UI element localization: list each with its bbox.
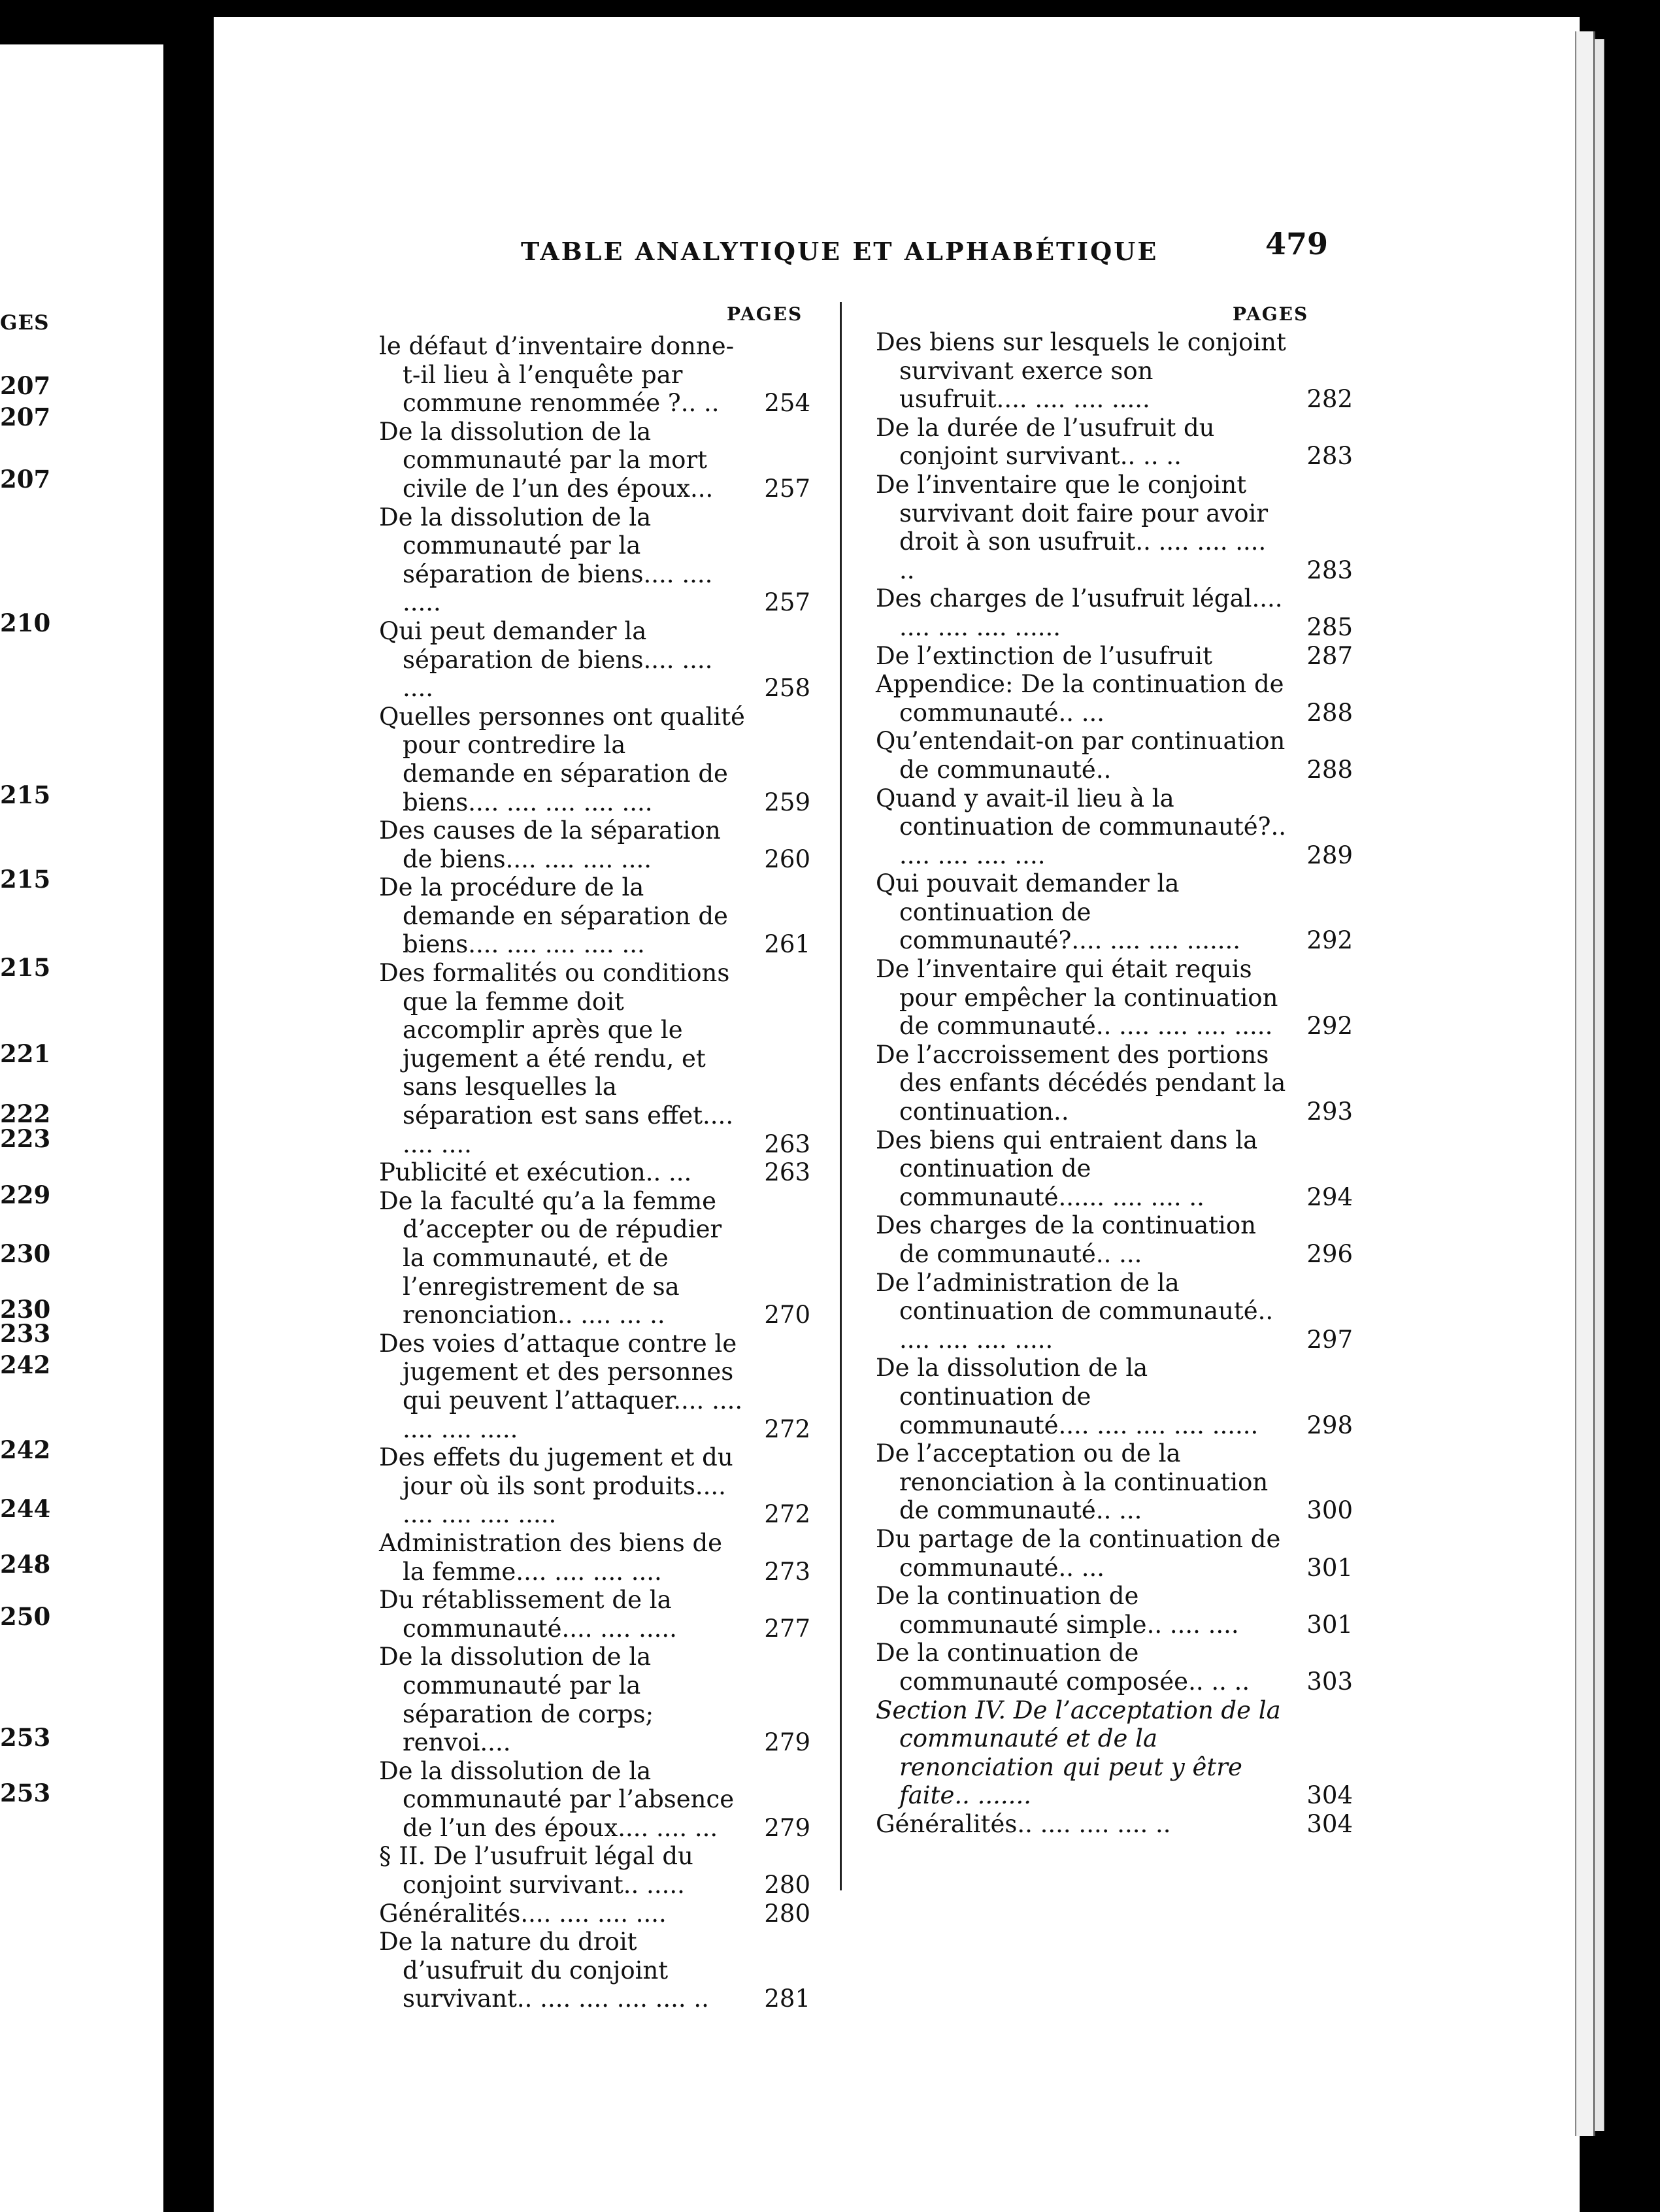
entry-title: Des voies d’attaque contre le jugement et des personnes qui peuvent l’attaquer.... .... .... .... ..... — [379, 1329, 743, 1443]
entry-page-number: 301 — [1306, 1610, 1353, 1639]
entry-title: De l’acceptation ou de la renonciation à la continuation de communauté.. ... — [876, 1439, 1269, 1525]
left-column-pages-heading: PAGES — [727, 303, 803, 325]
facing-page-number: 222 — [0, 1099, 51, 1128]
entry-page-number: 279 — [764, 1813, 810, 1842]
facing-page-number: 215 — [0, 780, 51, 809]
entry-title: Généralités.. .... .... .... .. — [876, 1809, 1171, 1838]
entry-page-number: 273 — [764, 1557, 810, 1586]
index-entry — [379, 873, 810, 959]
facing-page-number: 233 — [0, 1319, 51, 1348]
entry-page-number: 294 — [1306, 1182, 1353, 1211]
index-entry — [876, 328, 1353, 414]
index-entry — [379, 1443, 810, 1529]
facing-page-number: 242 — [0, 1435, 51, 1464]
entry-page-number: 281 — [764, 1985, 810, 2013]
index-entry — [379, 1643, 810, 1756]
entry-page-number: 304 — [1306, 1781, 1353, 1810]
facing-page-number: 248 — [0, 1550, 51, 1579]
index-entry — [379, 959, 810, 1158]
entry-title: Publicité et exécution.. ... — [379, 1158, 692, 1187]
index-entry — [379, 418, 810, 503]
facing-page-number: 244 — [0, 1494, 51, 1523]
facing-page-number: 207 — [0, 403, 51, 431]
entry-title: Appendice: De la continuation de communauté.. ... — [876, 670, 1284, 727]
facing-page-number: 253 — [0, 1779, 51, 1807]
index-entry — [876, 642, 1353, 671]
facing-page-number: 215 — [0, 953, 51, 982]
entry-page-number: 277 — [764, 1614, 810, 1643]
index-entry — [876, 670, 1353, 727]
index-entry — [379, 503, 810, 617]
entry-page-number: 261 — [764, 930, 810, 959]
page-number: 479 — [1265, 226, 1329, 261]
entry-page-number: 259 — [764, 788, 810, 816]
entry-title: Des causes de la séparation de biens.... .... .... .... — [379, 816, 721, 873]
entry-title: De la continuation de communauté composée.. .. .. — [876, 1639, 1250, 1696]
entry-title: Section IV. De l’acceptation de la communauté et de la renonciation qui peut y être faite.. ....... — [876, 1696, 1281, 1810]
entry-title: De la dissolution de la communauté par la séparation de corps; renvoi.... — [379, 1643, 654, 1757]
page-edge — [1575, 31, 1595, 2136]
entry-page-number: 272 — [764, 1415, 810, 1443]
index-entry — [876, 784, 1353, 870]
index-entry — [876, 1269, 1353, 1354]
entry-title: De la procédure de la demande en séparation de biens.... .... .... .... ... — [379, 873, 728, 959]
entry-page-number: 282 — [1306, 385, 1353, 414]
entry-page-number: 263 — [764, 1130, 810, 1158]
entry-page-number: 303 — [1306, 1667, 1353, 1696]
entry-page-number: 260 — [764, 845, 810, 873]
entry-page-number: 272 — [764, 1500, 810, 1529]
entry-page-number: 263 — [764, 1158, 810, 1187]
entry-page-number: 292 — [1306, 1012, 1353, 1041]
index-entry — [876, 1525, 1353, 1582]
facing-page-number: 229 — [0, 1181, 51, 1209]
right-index-column — [876, 328, 1353, 1838]
index-entry — [876, 1354, 1353, 1439]
column-divider — [840, 302, 842, 1890]
entry-title: Administration des biens de la femme.... .... .... .... — [379, 1528, 723, 1586]
entry-page-number: 254 — [764, 389, 810, 418]
index-entry — [876, 869, 1353, 955]
index-entry — [876, 584, 1353, 641]
entry-title: Qui pouvait demander la continuation de communauté?.... .... .... ....... — [876, 869, 1241, 955]
index-entry — [876, 727, 1353, 784]
entry-title: De l’administration de la continuation de communauté.. .... .... .... ..... — [876, 1268, 1274, 1354]
entry-title: Qui peut demander la séparation de biens.... .... .... — [379, 616, 713, 703]
entry-page-number: 297 — [1306, 1325, 1353, 1354]
index-entry — [876, 1582, 1353, 1639]
left-index-column — [379, 332, 810, 2013]
entry-page-number: 292 — [1306, 926, 1353, 955]
entry-page-number: 304 — [1306, 1809, 1353, 1838]
index-entry — [379, 1586, 810, 1643]
facing-page-number: 250 — [0, 1602, 51, 1631]
entry-title: De la dissolution de la communauté par la mort civile de l’un des époux... — [379, 417, 714, 503]
entry-page-number: 288 — [1306, 755, 1353, 784]
facing-page-number: 210 — [0, 609, 51, 637]
entry-page-number: 257 — [764, 474, 810, 503]
entry-page-number: 300 — [1306, 1496, 1353, 1525]
entry-title: De l’extinction de l’usufruit — [876, 641, 1213, 670]
index-entry — [379, 1928, 810, 2013]
entry-title: Des charges de l’usufruit légal.... .... .... .... ...... — [876, 584, 1283, 641]
facing-page-number: 223 — [0, 1124, 51, 1153]
facing-page-fragment — [0, 44, 163, 2212]
index-entry — [379, 332, 810, 418]
facing-page-number: 253 — [0, 1723, 51, 1752]
facing-page-number: 207 — [0, 371, 51, 400]
entry-title: De la dissolution de la communauté par la séparation de biens.... .... ..... — [379, 503, 713, 617]
facing-page-number: 230 — [0, 1295, 51, 1324]
entry-page-number: 288 — [1306, 698, 1353, 727]
facing-page-number: 215 — [0, 865, 51, 894]
entry-title: De la faculté qu’a la femme d’accepter ou de répudier la communauté, et de l’enregistrement de sa renonciation.. .... ... .. — [379, 1186, 722, 1330]
facing-page-column-heading: GES — [0, 311, 50, 335]
entry-title: Des effets du jugement et du jour où ils sont produits.... .... .... .... ..... — [379, 1443, 733, 1529]
entry-title: De l’inventaire que le conjoint survivant doit faire pour avoir droit à son usufruit.. .... .... .... .. — [876, 470, 1269, 584]
index-entry — [876, 1211, 1353, 1268]
entry-title: De la dissolution de la continuation de communauté.... .... .... .... ...... — [876, 1354, 1259, 1439]
entry-page-number: 301 — [1306, 1553, 1353, 1582]
entry-page-number: 285 — [1306, 612, 1353, 641]
entry-title: De la dissolution de la communauté par l’absence de l’un des époux.... .... ... — [379, 1756, 735, 1842]
entry-title: Des charges de la continuation de communauté.. ... — [876, 1211, 1256, 1268]
index-entry — [876, 471, 1353, 584]
facing-page-number: 221 — [0, 1039, 51, 1068]
entry-title: Généralités.... .... .... .... — [379, 1899, 667, 1928]
entry-page-number: 287 — [1306, 641, 1353, 670]
entry-title: Qu’entendait-on par continuation de communauté.. — [876, 727, 1286, 784]
facing-page-number: 230 — [0, 1239, 51, 1268]
entry-page-number: 270 — [764, 1301, 810, 1330]
entry-page-number: 280 — [764, 1899, 810, 1928]
entry-title: Des biens sur lesquels le conjoint survivant exerce son usufruit.... .... .... ..... — [876, 328, 1286, 414]
index-entry — [379, 1900, 810, 1928]
entry-page-number: 293 — [1306, 1098, 1353, 1126]
index-entry — [876, 955, 1353, 1041]
entry-title: le défaut d’inventaire donne-t-il lieu à l’enquête par commune renommée ?.. .. — [379, 332, 735, 418]
entry-title: Des biens qui entraient dans la continuation de communauté...... .... .... .. — [876, 1126, 1258, 1211]
facing-page-number: 207 — [0, 465, 51, 494]
index-entry — [379, 1187, 810, 1330]
entry-title: Du partage de la continuation de communauté.. ... — [876, 1524, 1281, 1582]
entry-page-number: 289 — [1306, 841, 1353, 869]
facing-page-number: 242 — [0, 1350, 51, 1379]
right-column-pages-heading: PAGES — [1233, 303, 1309, 325]
index-entry — [876, 1439, 1353, 1525]
entry-title: De l’accroissement des portions des enfants décédés pendant la continuation.. — [876, 1040, 1286, 1126]
entry-title: De la nature du droit d’usufruit du conjoint survivant.. .... .... .... .... .. — [379, 1928, 709, 2013]
index-entry — [876, 1126, 1353, 1212]
entry-page-number: 279 — [764, 1728, 810, 1757]
entry-page-number: 283 — [1306, 442, 1353, 471]
entry-title: Du rétablissement de la communauté.... .... ..... — [379, 1586, 677, 1643]
running-title: TABLE ANALYTIQUE ET ALPHABÉTIQUE — [521, 237, 1159, 266]
entry-page-number: 296 — [1306, 1240, 1353, 1268]
entry-page-number: 280 — [764, 1871, 810, 1900]
entry-page-number: 298 — [1306, 1411, 1353, 1439]
index-entry — [379, 703, 810, 816]
entry-title: Quand y avait-il lieu à la continuation de communauté?.. .... .... .... .... — [876, 784, 1286, 869]
entry-title: Des formalités ou conditions que la femme doit accomplir après que le jugement a été rendu, et sans lesquelles la séparation est sans effet.... .... .... — [379, 959, 734, 1158]
entry-title: De la durée de l’usufruit du conjoint survivant.. .. .. — [876, 413, 1215, 471]
index-entry — [379, 1757, 810, 1843]
index-entry — [876, 1696, 1353, 1810]
page-edge-outer — [1595, 39, 1605, 2131]
entry-title: § II. De l’usufruit légal du conjoint survivant.. ..... — [379, 1842, 693, 1900]
index-entry — [379, 1330, 810, 1443]
index-entry — [379, 816, 810, 873]
index-entry — [379, 1842, 810, 1899]
entry-page-number: 258 — [764, 674, 810, 703]
entry-title: Quelles personnes ont qualité pour contredire la demande en séparation de biens.... .... .... .... .... — [379, 702, 745, 816]
index-entry — [379, 617, 810, 703]
entry-title: De l’inventaire qui était requis pour empêcher la continuation de communauté.. .... .... .... ..... — [876, 955, 1278, 1041]
index-entry — [379, 1529, 810, 1586]
index-entry — [379, 1158, 810, 1187]
index-entry — [876, 1041, 1353, 1126]
index-entry — [876, 414, 1353, 471]
entry-page-number: 257 — [764, 588, 810, 617]
entry-title: De la continuation de communauté simple.. .... .... — [876, 1582, 1239, 1639]
index-entry — [876, 1639, 1353, 1696]
index-entry — [876, 1810, 1353, 1839]
entry-page-number: 283 — [1306, 556, 1353, 584]
